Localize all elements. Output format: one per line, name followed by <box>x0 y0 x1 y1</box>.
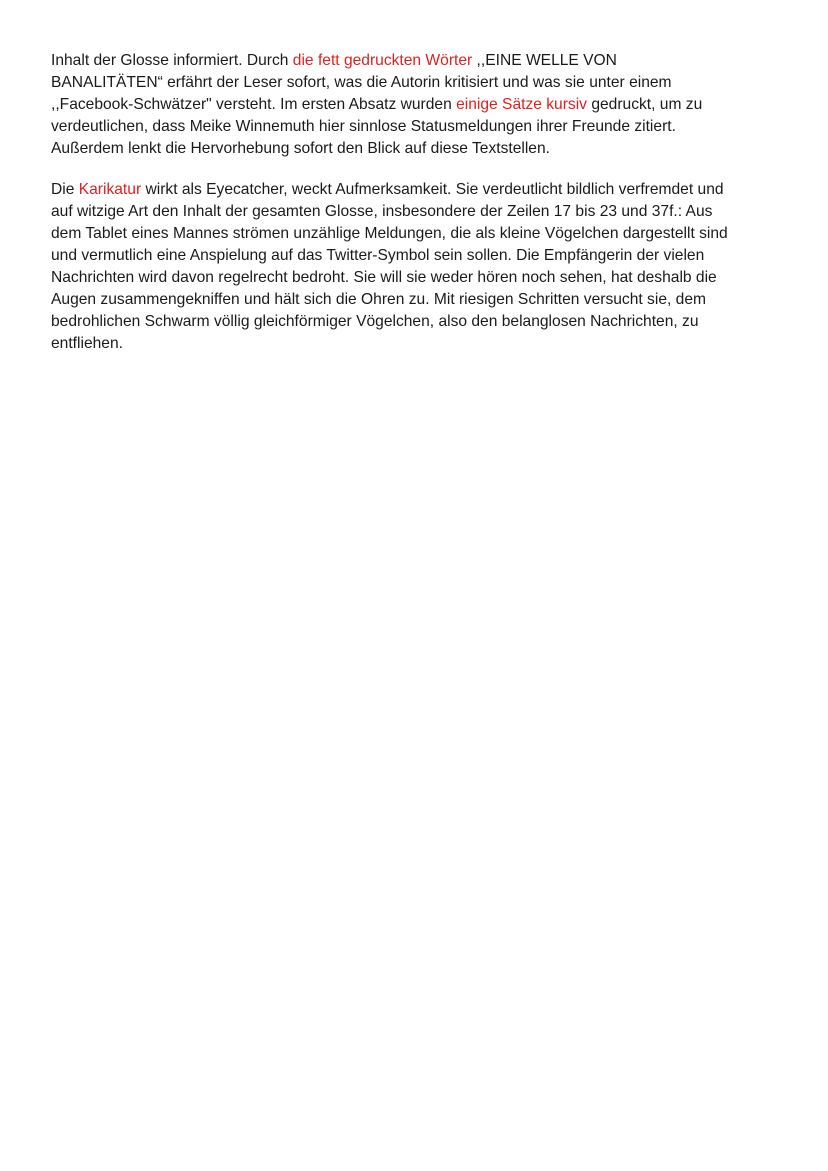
highlighted-phrase: einige Sätze kursiv <box>456 96 587 113</box>
text-line <box>51 311 791 333</box>
text-line <box>51 116 791 138</box>
text-line <box>51 179 791 201</box>
text-segment: und vermutlich eine Anspielung auf das Twitter-Symbol sein sollen. Die Empfängerin der vielen <box>51 247 705 264</box>
text-segment: BANALITÄTEN“ erfährt der Leser sofort, was die Autorin kritisiert und was sie unter einem <box>51 74 672 91</box>
text-segment: Die <box>51 181 79 198</box>
text-line <box>51 138 791 160</box>
highlighted-phrase: Karikatur <box>78 181 142 198</box>
paragraph-caricature-analysis <box>51 179 791 355</box>
text-segment: entfliehen. <box>51 335 123 352</box>
text-segment: Inhalt der Glosse informiert. Durch <box>51 52 293 69</box>
text-segment: Augen zusammengekniffen und hält sich die Ohren zu. Mit riesigen Schritten versucht sie, dem <box>51 291 706 308</box>
text-segment: wirkt als Eyecatcher, weckt Aufmerksamkeit. Sie verdeutlicht bildlich verfremdet und <box>141 181 724 198</box>
text-line <box>51 50 791 72</box>
text-line <box>51 72 791 94</box>
text-segment: auf witzige Art den Inhalt der gesamten Glosse, insbesondere der Zeilen 17 bis 23 und 37f.: Aus <box>51 203 713 220</box>
text-line <box>51 289 791 311</box>
text-line <box>51 201 791 223</box>
text-segment: ,,EINE WELLE VON <box>472 52 617 69</box>
text-line <box>51 223 791 245</box>
text-segment: verdeutlichen, dass Meike Winnemuth hier sinnlose Statusmeldungen ihrer Freunde zitiert. <box>51 118 676 135</box>
paragraph-typography-analysis <box>51 50 791 160</box>
text-segment: Außerdem lenkt die Hervorhebung sofort den Blick auf diese Textstellen. <box>51 140 550 157</box>
text-segment: gedruckt, um zu <box>586 96 703 113</box>
text-line <box>51 267 791 289</box>
text-segment: ,,Facebook-Schwätzer" versteht. Im ersten Absatz wurden <box>51 96 457 113</box>
highlighted-phrase: die fett gedruckten Wörter <box>292 52 473 69</box>
text-segment: Nachrichten wird davon regelrecht bedroht. Sie will sie weder hören noch sehen, hat deshalb die <box>51 269 717 286</box>
text-line <box>51 94 791 116</box>
text-segment: dem Tablet eines Mannes strömen unzählige Meldungen, die als kleine Vögelchen dargestellt sind <box>51 225 728 242</box>
text-segment: bedrohlichen Schwarm völlig gleichförmiger Vögelchen, also den belanglosen Nachrichten, zu <box>51 313 699 330</box>
text-line <box>51 333 791 355</box>
text-line <box>51 245 791 267</box>
